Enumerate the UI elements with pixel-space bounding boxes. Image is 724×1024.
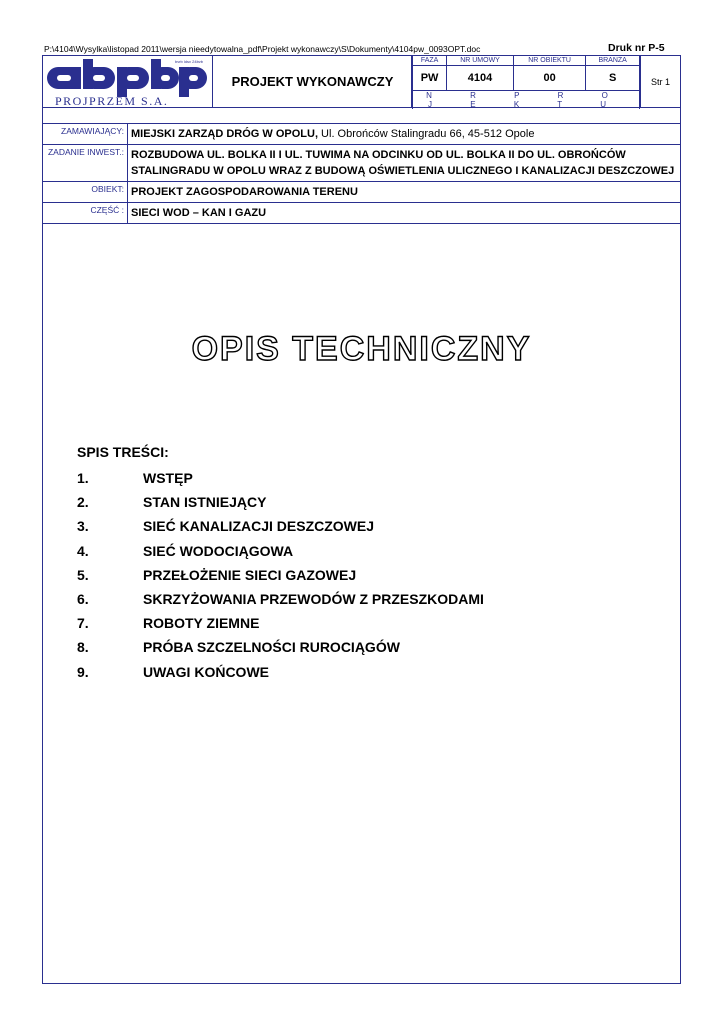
row-obiekt [42, 182, 681, 203]
toc-item [77, 514, 484, 538]
row-zamawiajacy [42, 124, 681, 145]
toc-text: WSTĘP [143, 470, 193, 487]
zadanie-value: ROZBUDOWA UL. BOLKA II I UL. TUWIMA NA ODCINKU OD UL. BOLKA II DO UL. OBROŃCÓW STALINGRADU W OPOLU WRAZ Z BUDOWĄ OŚWIETLENIA ULICZNEGO I KANALIZACJI DESZCZOWEJ [131, 149, 675, 177]
col-value-branza: S [586, 66, 640, 91]
druk-number: Druk nr P-5 [608, 42, 665, 54]
page-number: Str 1 [640, 56, 680, 107]
toc-item [77, 660, 484, 684]
toc-item [77, 490, 484, 514]
table-of-contents [77, 466, 484, 684]
toc-text: SIEĆ KANALIZACJI DESZCZOWEJ [143, 518, 375, 535]
czesc-label: CZĘŚĆ : [42, 203, 128, 223]
col-label-nr-umowy: NR UMOWY [447, 56, 514, 66]
zamawiajacy-value [128, 124, 537, 144]
toc-item [77, 611, 484, 635]
toc-text: SKRZYŻOWANIA PRZEWODÓW Z PRZESZKODAMI [143, 591, 484, 608]
company-logo-icon [43, 56, 211, 106]
col-label-nr-obiektu: NR OBIEKTU [513, 56, 585, 66]
nr-projektu-label: N R P R O J E K T U [413, 91, 640, 110]
logo-company-text: PROJPRZEM S.A. [55, 94, 169, 106]
row-czesc [42, 203, 681, 223]
toc-text: STAN ISTNIEJĄCY [143, 494, 267, 511]
toc-text: ROBOTY ZIEMNE [143, 615, 260, 632]
czesc-value: SIECI WOD – KAN I GAZU [131, 207, 267, 219]
col-label-faza: FAZA [413, 56, 447, 66]
toc-number: 5. [77, 566, 89, 583]
toc-item [77, 563, 484, 587]
toc-item [77, 587, 484, 611]
obiekt-label: OBIEKT: [42, 182, 128, 202]
toc-number: 6. [77, 591, 89, 608]
toc-text: PRZEŁOŻENIE SIECI GAZOWEJ [143, 566, 357, 583]
toc-number: 2. [77, 494, 89, 511]
zamawiajacy-address: Ul. Obrońców Stalingradu 66, 45-512 Opole [318, 128, 535, 140]
toc-text: UWAGI KOŃCOWE [143, 663, 269, 680]
toc-text: SIEĆ WODOCIĄGOWA [143, 542, 294, 559]
logo-small-text: bvrb ldsv 24bvb [175, 59, 204, 64]
toc-item [77, 539, 484, 563]
info-table [42, 123, 681, 224]
col-value-nr-obiektu: 00 [513, 66, 585, 91]
obiekt-value: PROJEKT ZAGOSPODAROWANIA TERENU [131, 186, 358, 198]
toc-text: PRÓBA SZCZELNOŚCI RUROCIĄGÓW [143, 639, 400, 656]
document-title: OPIS TECHNICZNY [191, 330, 532, 368]
col-label-branza: BRANŻA [586, 56, 640, 66]
zadanie-label: ZADANIE INWEST.: [42, 145, 128, 181]
project-type: PROJEKT WYKONAWCZY [214, 56, 412, 107]
toc-number: 7. [77, 615, 89, 632]
toc-item [77, 635, 484, 659]
toc-number: 3. [77, 518, 89, 535]
logo [43, 56, 213, 107]
row-zadanie [42, 145, 681, 182]
toc-number: 4. [77, 542, 89, 559]
col-value-nr-umowy: 4104 [447, 66, 514, 91]
toc-number: 1. [77, 470, 89, 487]
col-value-faza: PW [413, 66, 447, 91]
file-path: P:\4104\Wysylka\listopad 2011\wersja nieedytowalna_pdf\Projekt wykonawczy\S\Dokumenty\4104pw_0093OPT.doc [44, 44, 481, 54]
zamawiajacy-label: ZAMAWIAJĄCY: [42, 124, 128, 144]
project-codes [412, 56, 640, 107]
toc-number: 8. [77, 639, 89, 656]
toc-item [77, 466, 484, 490]
toc-heading: SPIS TREŚCI: [77, 444, 169, 460]
zamawiajacy-name: MIEJSKI ZARZĄD DRÓG W OPOLU, [131, 128, 318, 140]
toc-number: 9. [77, 663, 89, 680]
